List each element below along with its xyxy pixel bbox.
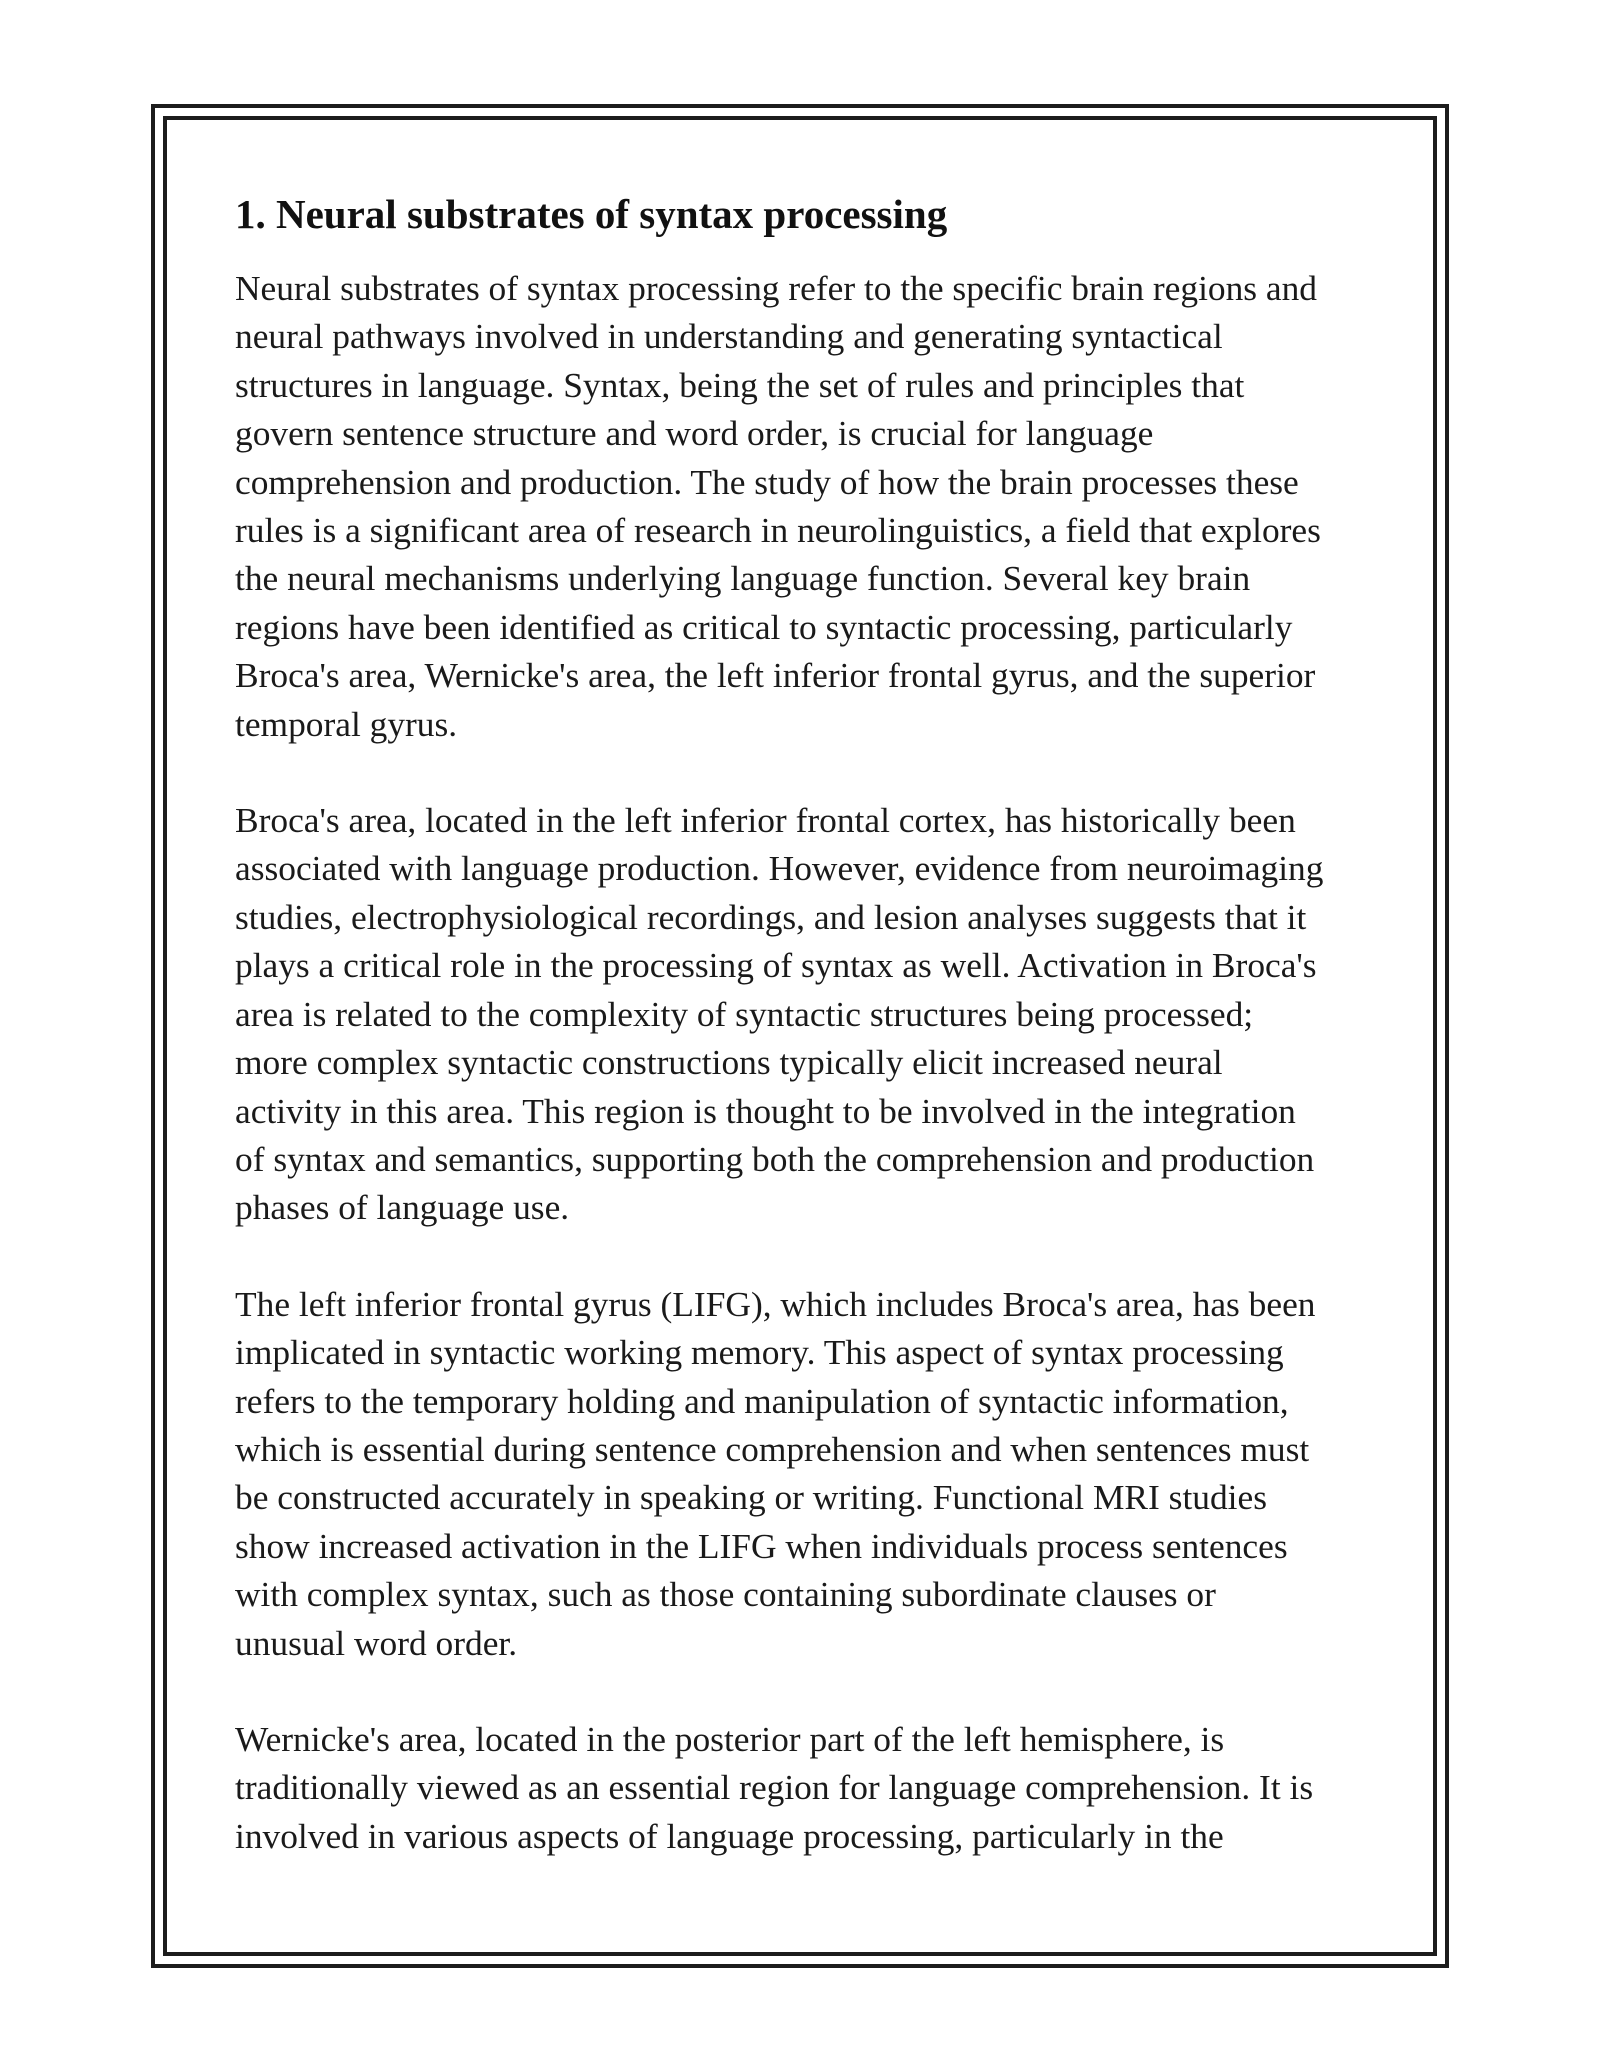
paragraph-brocas-area: Broca's area, located in the left inferior frontal cortex, has historically been associated with language production. However, evidence from neuroimaging studies, electrophysiological recordings, and lesion analyses suggests that it plays a critical role in the processing of syntax as well. Activation in Broca's area is related to the complexity of syntactic structures being processed; more complex syntactic constructions typically elicit increased neural activity in this area. This region is thought to be involved in the integration of syntax and semantics, supporting both the comprehension and production phases of language use. [235,800,1324,1228]
document-body [235,188,1375,1908]
section-heading: 1. Neural substrates of syntax processing [235,191,948,237]
paragraph-lifg: The left inferior frontal gyrus (LIFG), which includes Broca's area, has been implicated in syntactic working memory. This aspect of syntax processing refers to the temporary holding and manipulation of syntactic information, which is essential during sentence comprehension and when sentences must be constructed accurately in speaking or writing. Functional MRI studies show increased activation in the LIFG when individuals process sentences with complex syntax, such as those containing subordinate clauses or unusual word order. [235,1283,1316,1663]
paragraph-wernickes-area: Wernicke's area, located in the posterior part of the left hemisphere, is traditionally viewed as an essential region for language comprehension. It is involved in various aspects of language processing, particularly in the [235,1718,1314,1856]
paragraph-intro: Neural substrates of syntax processing refer to the specific brain regions and neural pathways involved in understanding and generating syntactical structures in language. Syntax, being the set of rules and principles that govern sentence structure and word order, is crucial for language comprehension and production. The study of how the brain processes these rules is a significant area of research in neurolinguistics, a field that explores the neural mechanisms underlying language function. Several key brain regions have been identified as critical to syntactic processing, particularly Broca's area, Wernicke's area, the left inferior frontal gyrus, and the superior temporal gyrus. [235,268,1321,744]
